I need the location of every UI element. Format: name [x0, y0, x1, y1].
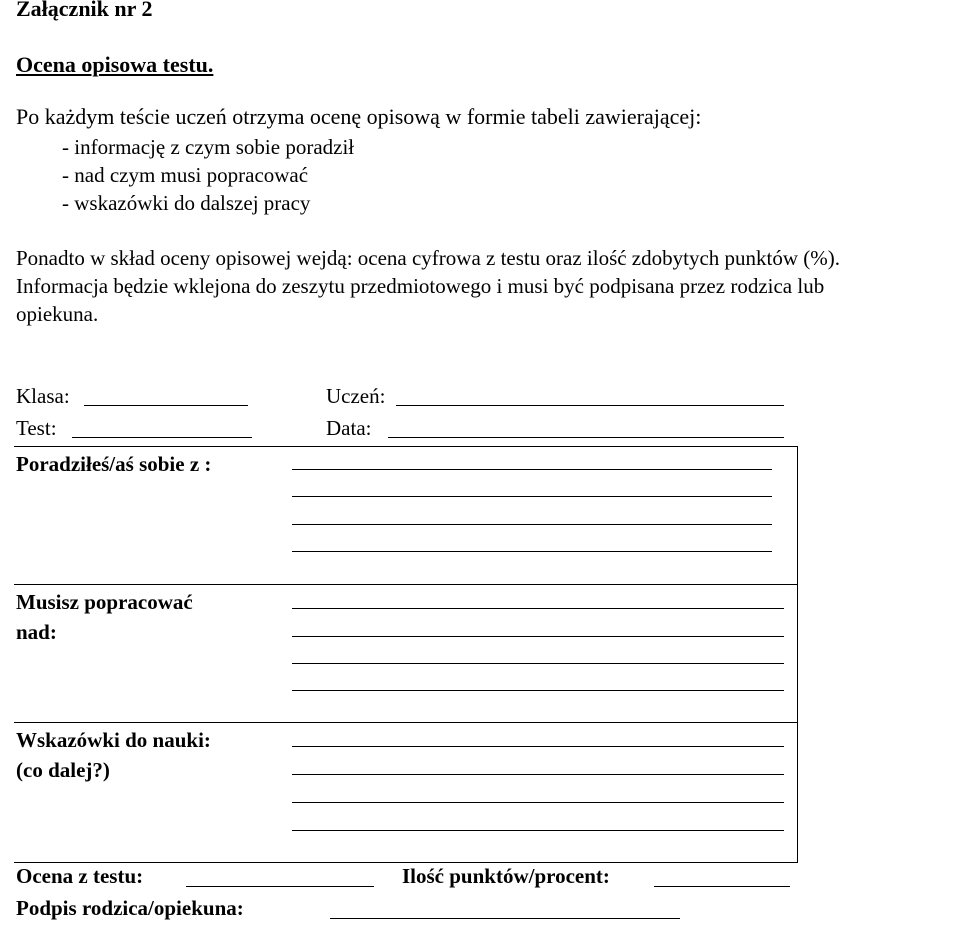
musisz-line-3[interactable] — [292, 663, 784, 664]
table-row-divider-1 — [14, 584, 798, 585]
table-row-divider-2 — [14, 722, 798, 723]
musisz-line-1[interactable] — [292, 608, 784, 609]
paragraph-line-3: opiekuna. — [16, 302, 99, 326]
intro-bullet-2: - nad czym musi popracować — [62, 163, 309, 187]
intro-bullet-3: - wskazówki do dalszej pracy — [62, 191, 311, 215]
intro-bullet-1: - informację z czym sobie poradził — [62, 135, 355, 159]
uczen-label: Uczeń: — [326, 384, 386, 408]
table-top-border — [14, 446, 798, 447]
test-label: Test: — [16, 416, 57, 440]
musisz-label-line-2: nad: — [16, 620, 57, 644]
intro-lead: Po każdym teście uczeń otrzyma ocenę opisową w formie tabeli zawierającej: — [16, 104, 702, 129]
ilosc-label: Ilość punktów/procent: — [402, 864, 610, 888]
poradziles-line-2[interactable] — [292, 496, 772, 497]
table-bottom-border — [14, 862, 798, 863]
ilosc-field-line[interactable] — [654, 886, 790, 887]
ocena-label: Ocena z testu: — [16, 864, 144, 888]
wskazowki-line-2[interactable] — [292, 774, 784, 775]
wskazowki-label-line-2: (co dalej?) — [16, 758, 110, 782]
podpis-field-line[interactable] — [330, 918, 680, 919]
uczen-field-line[interactable] — [396, 405, 784, 406]
musisz-line-4[interactable] — [292, 690, 784, 691]
klasa-label: Klasa: — [16, 384, 70, 408]
musisz-line-2[interactable] — [292, 636, 784, 637]
poradziles-line-1[interactable] — [292, 469, 772, 470]
wskazowki-line-1[interactable] — [292, 746, 784, 747]
wskazowki-line-4[interactable] — [292, 830, 784, 831]
poradziles-line-3[interactable] — [292, 524, 772, 525]
data-label: Data: — [326, 416, 372, 440]
attachment-label: Załącznik nr 2 — [16, 0, 153, 21]
table-right-border — [797, 446, 798, 863]
podpis-label: Podpis rodzica/opiekuna: — [16, 896, 244, 920]
ocena-field-line[interactable] — [186, 886, 374, 887]
poradziles-line-4[interactable] — [292, 551, 772, 552]
paragraph-line-1: Ponadto w skład oceny opisowej wejdą: ocena cyfrowa z testu oraz ilość zdobytych punktów (%). — [16, 246, 841, 270]
musisz-label-line-1: Musisz popracować — [16, 590, 193, 614]
test-field-line[interactable] — [72, 437, 252, 438]
wskazowki-label-line-1: Wskazówki do nauki: — [16, 728, 211, 752]
poradziles-label: Poradziłeś/aś sobie z : — [16, 452, 212, 476]
wskazowki-line-3[interactable] — [292, 802, 784, 803]
paragraph-line-2: Informacja będzie wklejona do zeszytu przedmiotowego i musi być podpisana przez rodzica lub — [16, 274, 825, 298]
document-title: Ocena opisowa testu. — [16, 52, 214, 77]
data-field-line[interactable] — [388, 437, 784, 438]
klasa-field-line[interactable] — [84, 405, 248, 406]
